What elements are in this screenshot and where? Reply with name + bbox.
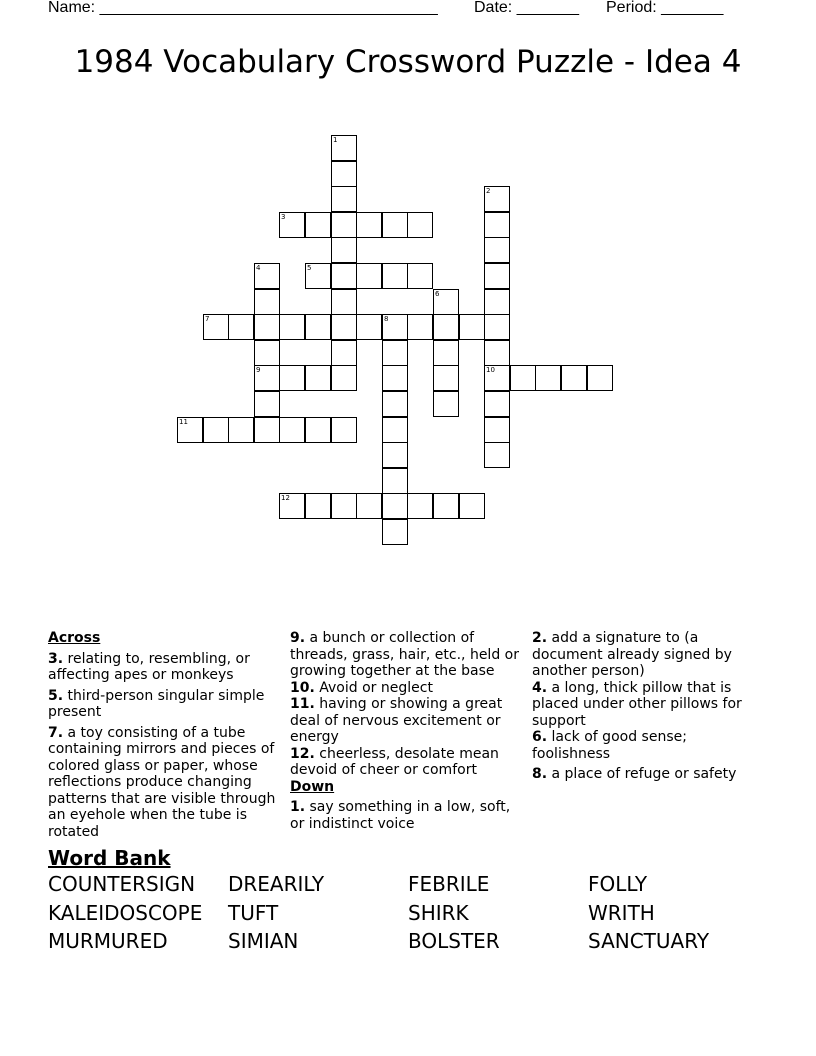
- word-bank-item: WRITH: [588, 900, 655, 925]
- crossword-cell[interactable]: [484, 417, 510, 443]
- crossword-cell[interactable]: [382, 314, 408, 340]
- word-bank-item: DREARILY: [228, 872, 325, 896]
- crossword-cell[interactable]: [433, 365, 459, 391]
- crossword-cell[interactable]: [331, 365, 357, 391]
- clue-across-3: 3. relating to, resembling, or affecting apes or monkeys: [48, 650, 250, 683]
- word-bank-title: Word Bank: [48, 846, 171, 870]
- crossword-cell[interactable]: [433, 391, 459, 417]
- crossword-cell[interactable]: [382, 442, 408, 468]
- crossword-cell[interactable]: [407, 314, 433, 340]
- word-bank-item: SHIRK: [408, 900, 469, 925]
- clue-down-8: 8. a place of refuge or safety: [532, 766, 737, 782]
- crossword-cell[interactable]: [484, 237, 510, 263]
- crossword-cell[interactable]: [484, 365, 510, 391]
- date-field[interactable]: Date: _______: [474, 0, 579, 16]
- crossword-cell[interactable]: [305, 493, 331, 519]
- word-bank-item: FEBRILE: [408, 872, 490, 896]
- crossword-cell[interactable]: [279, 314, 305, 340]
- word-bank-item: TUFT: [228, 900, 279, 925]
- crossword-cell[interactable]: [305, 314, 331, 340]
- word-bank-item: BOLSTER: [408, 929, 500, 953]
- crossword-cell[interactable]: [331, 417, 357, 443]
- crossword-cell[interactable]: [356, 263, 382, 289]
- crossword-cell[interactable]: [382, 468, 408, 494]
- clue-number-label: 12: [281, 494, 290, 502]
- clue-down-4: 4. a long, thick pillow that is placed under other pillows for support: [532, 679, 742, 729]
- crossword-cell[interactable]: [561, 365, 587, 391]
- crossword-cell[interactable]: [254, 289, 280, 315]
- crossword-cell[interactable]: [254, 365, 280, 391]
- clue-down-1: 1. say something in a low, soft, or indistinct voice: [290, 799, 511, 832]
- crossword-cell[interactable]: [331, 493, 357, 519]
- word-bank-item: FOLLY: [588, 872, 648, 896]
- clues-column-1: [48, 630, 284, 844]
- crossword-cell[interactable]: [305, 263, 331, 289]
- crossword-cell[interactable]: [254, 417, 280, 443]
- word-bank-item: SIMIAN: [228, 929, 299, 953]
- name-field[interactable]: Name: ______________________________________: [48, 0, 438, 16]
- clue-number-label: 5: [307, 264, 312, 272]
- crossword-cell[interactable]: [331, 135, 357, 161]
- crossword-cell[interactable]: [382, 340, 408, 366]
- crossword-cell[interactable]: [535, 365, 561, 391]
- crossword-cell[interactable]: [382, 493, 408, 519]
- clues-column-2: [290, 630, 528, 836]
- clue-number-label: 2: [486, 187, 491, 195]
- word-bank-item: MURMURED: [48, 929, 168, 953]
- crossword-cell[interactable]: [433, 314, 459, 340]
- word-bank: [48, 872, 768, 958]
- crossword-cell[interactable]: [433, 493, 459, 519]
- clue-number-label: 9: [256, 366, 261, 374]
- crossword-cell[interactable]: [484, 391, 510, 417]
- crossword-cell[interactable]: [203, 417, 229, 443]
- crossword-cell[interactable]: [305, 417, 331, 443]
- clue-number-label: 7: [205, 315, 210, 323]
- period-field[interactable]: Period: _______: [606, 0, 724, 16]
- crossword-cell[interactable]: [177, 417, 203, 443]
- crossword-cell[interactable]: [484, 289, 510, 315]
- crossword-cell[interactable]: [228, 417, 254, 443]
- crossword-cell[interactable]: [305, 212, 331, 238]
- crossword-cell[interactable]: [382, 263, 408, 289]
- down-heading: Down: [290, 778, 335, 795]
- clue-down-2: 2. add a signature to (a document already signed by another person): [532, 630, 732, 679]
- crossword-cell[interactable]: [279, 212, 305, 238]
- clue-number-label: 3: [281, 213, 286, 221]
- crossword-cell[interactable]: [484, 212, 510, 238]
- crossword-cell[interactable]: [331, 237, 357, 263]
- word-bank-item: SANCTUARY: [588, 929, 710, 953]
- crossword-cell[interactable]: [382, 391, 408, 417]
- crossword-cell[interactable]: [279, 493, 305, 519]
- clue-number-label: 10: [486, 366, 495, 374]
- clue-number-label: 4: [256, 264, 261, 272]
- crossword-cell[interactable]: [228, 314, 254, 340]
- crossword-cell[interactable]: [203, 314, 229, 340]
- crossword-cell[interactable]: [356, 493, 382, 519]
- crossword-cell[interactable]: [382, 212, 408, 238]
- crossword-cell[interactable]: [407, 212, 433, 238]
- crossword-cell[interactable]: [331, 263, 357, 289]
- crossword-cell[interactable]: [484, 263, 510, 289]
- crossword-cell[interactable]: [382, 417, 408, 443]
- clue-across-7: 7. a toy consisting of a tube containing mirrors and pieces of colored glass or paper, whose reflections produce changing patterns that are visible through an eyehole when the tube is rotated: [48, 724, 276, 840]
- crossword-cell[interactable]: [331, 314, 357, 340]
- clue-across-5: 5. third-person singular simple present: [48, 687, 265, 720]
- clue-across-11: 11. having or showing a great deal of nervous excitement or energy: [290, 696, 503, 745]
- crossword-cell[interactable]: [484, 340, 510, 366]
- crossword-cell[interactable]: [407, 263, 433, 289]
- crossword-cell[interactable]: [459, 493, 485, 519]
- word-bank-item: COUNTERSIGN: [48, 872, 196, 896]
- crossword-cell[interactable]: [279, 417, 305, 443]
- word-bank-item: KALEIDOSCOPE: [48, 900, 203, 925]
- clue-number-label: 6: [435, 290, 440, 298]
- crossword-cell[interactable]: [407, 493, 433, 519]
- crossword-cell[interactable]: [587, 365, 613, 391]
- crossword-cell[interactable]: [331, 340, 357, 366]
- crossword-cell[interactable]: [331, 212, 357, 238]
- crossword-cell[interactable]: [433, 289, 459, 315]
- page-title: 1984 Vocabulary Crossword Puzzle - Idea 4: [74, 44, 742, 80]
- crossword-cell[interactable]: [382, 519, 408, 545]
- crossword-cell[interactable]: [382, 365, 408, 391]
- crossword-cell[interactable]: [279, 365, 305, 391]
- clue-number-label: 11: [179, 418, 188, 426]
- clue-across-10: 10. Avoid or neglect: [290, 679, 433, 696]
- clue-number-label: 8: [384, 315, 389, 323]
- crossword-cell[interactable]: [433, 340, 459, 366]
- crossword-cell[interactable]: [356, 212, 382, 238]
- crossword-cell[interactable]: [254, 340, 280, 366]
- crossword-cell[interactable]: [254, 391, 280, 417]
- clue-across-12: 12. cheerless, desolate mean devoid of cheer or comfort: [290, 745, 499, 778]
- crossword-cell[interactable]: [484, 314, 510, 340]
- crossword-cell[interactable]: [484, 442, 510, 468]
- clue-number-label: 1: [333, 136, 338, 144]
- crossword-cell[interactable]: [484, 186, 510, 212]
- crossword-cell[interactable]: [459, 314, 485, 340]
- clue-down-6: 6. lack of good sense; foolishness: [532, 729, 687, 762]
- clues-column-3: [532, 630, 768, 787]
- clue-across-9: 9. a bunch or collection of threads, grass, hair, etc., held or growing together at the base: [290, 630, 519, 679]
- crossword-cell[interactable]: [254, 263, 280, 289]
- crossword-cell[interactable]: [356, 314, 382, 340]
- crossword-cell[interactable]: [254, 314, 280, 340]
- crossword-cell[interactable]: [331, 289, 357, 315]
- crossword-cell[interactable]: [331, 186, 357, 212]
- crossword-cell[interactable]: [510, 365, 536, 391]
- across-heading: Across: [48, 630, 101, 646]
- crossword-cell[interactable]: [305, 365, 331, 391]
- crossword-cell[interactable]: [331, 161, 357, 187]
